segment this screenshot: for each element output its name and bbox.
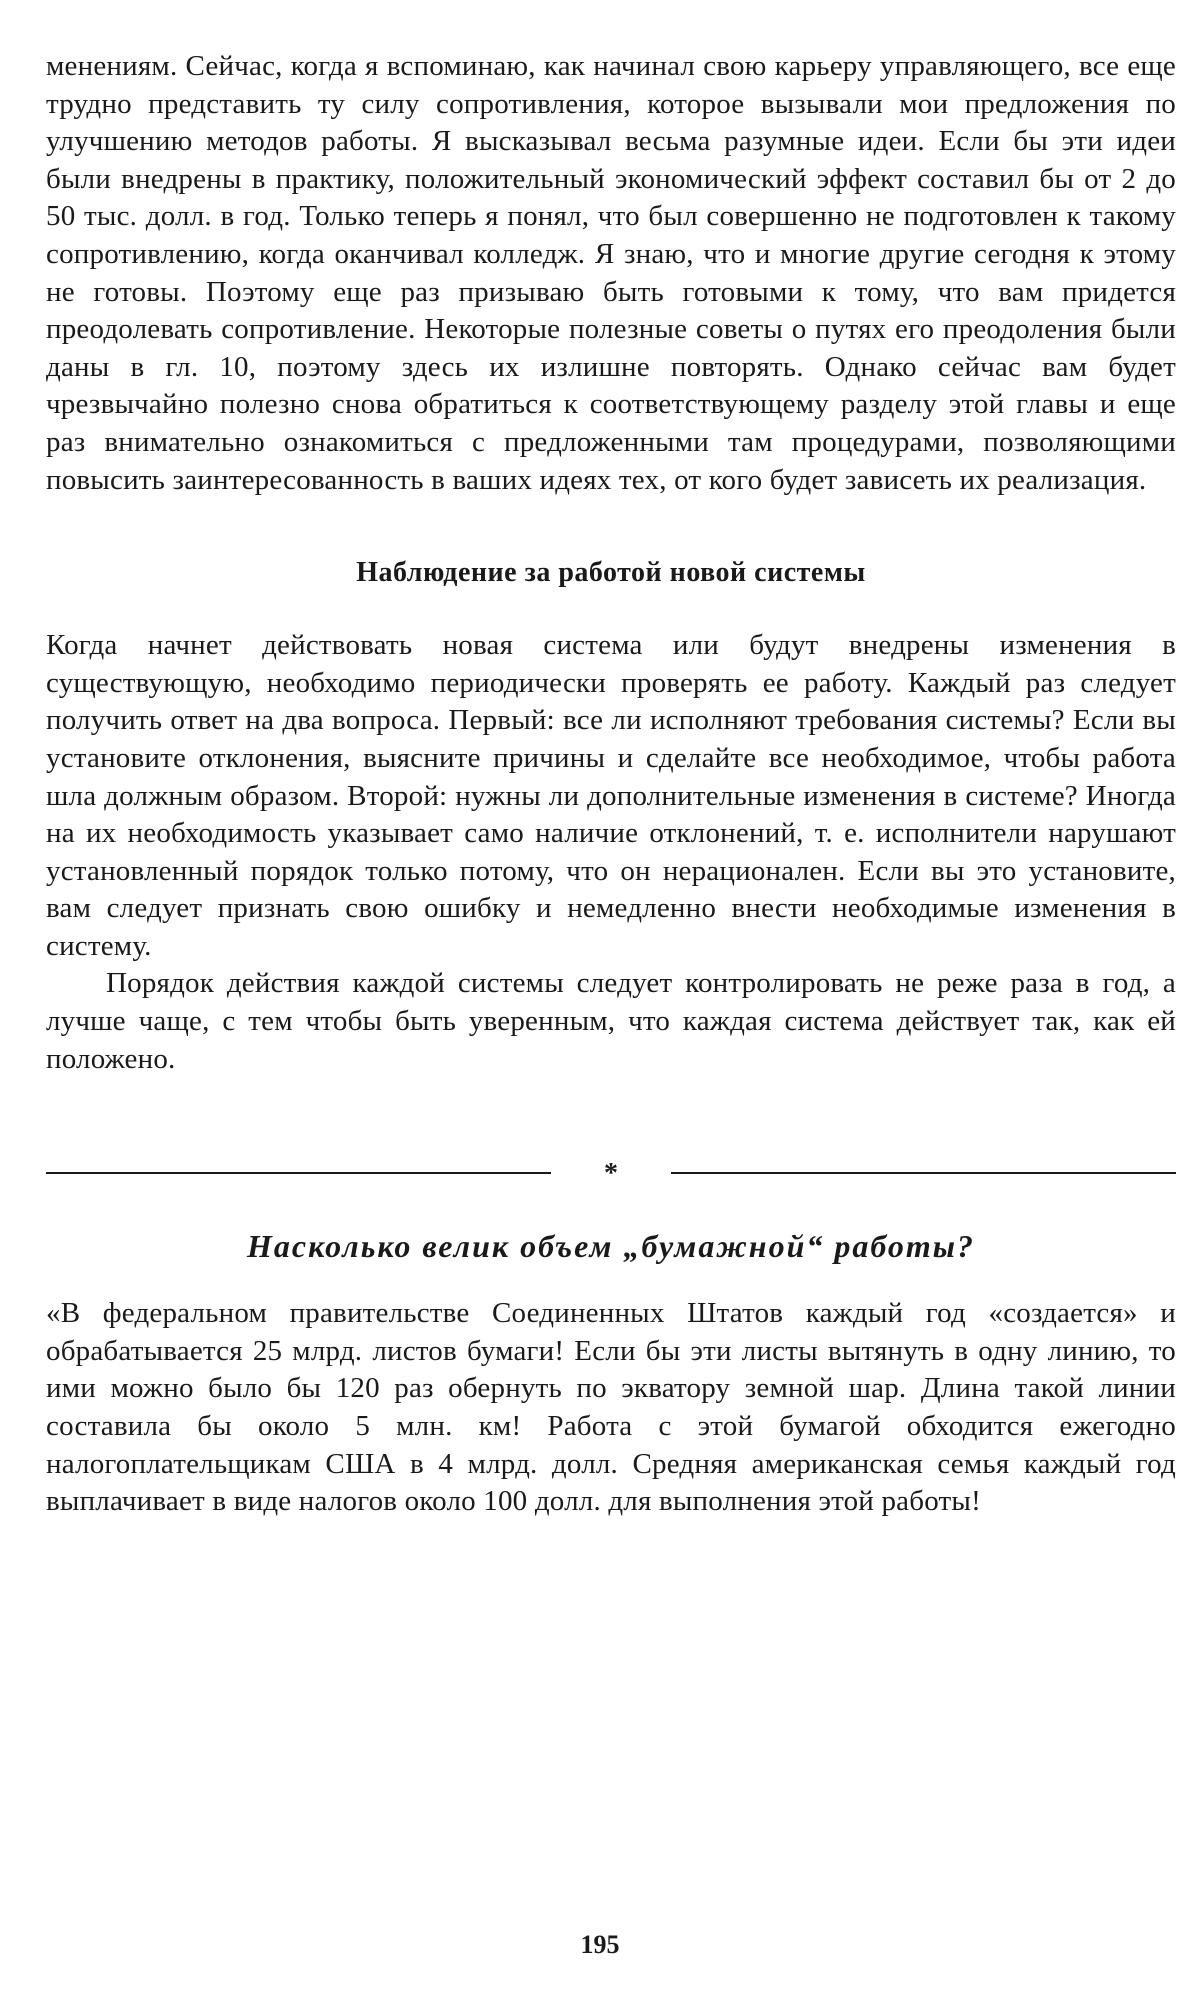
divider-rule-left: [46, 1172, 551, 1174]
section-heading: Наблюдение за работой новой системы: [356, 557, 866, 589]
section-paragraph-1: Когда начнет действовать новая система или будут внедрены изменения в существующую, необходимо периодически проверять ее работу. Каждый раз следует получить ответ на два вопроса. Первый: все ли исполняют требования системы? Если вы установите отклонения, выясните причины и сделайте все необходимое, чтобы работа шла должным образом. Второй: нужны ли дополнительные изменения в системе? Иногда на их необходимость указывает само наличие отклонений, т. е. исполнители нарушают установленный порядок только потому, что он нерационален. Если вы это установите, вам следует признать свою ошибку и немедленно внести необходимые изменения в систему.: [46, 629, 1176, 962]
box-paragraph: «В федеральном правительстве Соединенных Штатов каждый год «создается» и обрабатывается 25 млрд. листов бумаги! Если бы эти листы вытянуть в одну линию, то ими можно было бы 120 раз обернуть по экватору земной шар. Длина такой линии составила бы около 5 млн. км! Работа с этой бумагой обходится ежегодно налогоплательщикам США в 4 млрд. долл. Средняя американская семья каждый год выплачивает в виде налогов около 100 долл. для выполнения этой работы!: [46, 1297, 1176, 1518]
section-divider: [46, 1158, 1176, 1188]
divider-rule-right: [671, 1172, 1176, 1174]
paragraph-intro: менениям. Сейчас, когда я вспоминаю, как начинал свою карьеру управляющего, все еще трудно представить ту силу сопротивления, которое вызывали мои предложения по улучшению методов работы. Я высказывал весьма разумные идеи. Если бы эти идеи были внедрены в практику, положительный экономический эффект составил бы от 2 до 50 тыс. долл. в год. Только теперь я понял, что был совершенно не подготовлен к такому сопротивлению, когда оканчивал колледж. Я знаю, что и многие другие сегодня к этому не готовы. Поэтому еще раз призываю быть готовыми к тому, что вам придется преодолевать сопротивление. Некоторые полезные советы о путях его преодоления были даны в гл. 10, поэтому здесь их излишне повторять. Однако сейчас вам будет чрезвычайно полезно снова обратиться к соответствующему разделу этой главы и еще раз внимательно ознакомиться с предложенными там процедурами, позволяющими повысить заинтересованность в ваших идеях тех, от кого будет зависеть их реализация.: [46, 50, 1176, 496]
page-content: [46, 48, 1176, 1521]
divider-asterisk: *: [604, 1158, 618, 1190]
box-heading: Насколько велик объем „бумажной“ работы?: [247, 1228, 975, 1265]
section-paragraph-2: Порядок действия каждой системы следует контролировать не реже раза в год, а лучше чаще, с тем чтобы быть уверенным, что каждая система действует так, как ей положено.: [46, 967, 1176, 1075]
page-number: 195: [580, 1930, 620, 1959]
